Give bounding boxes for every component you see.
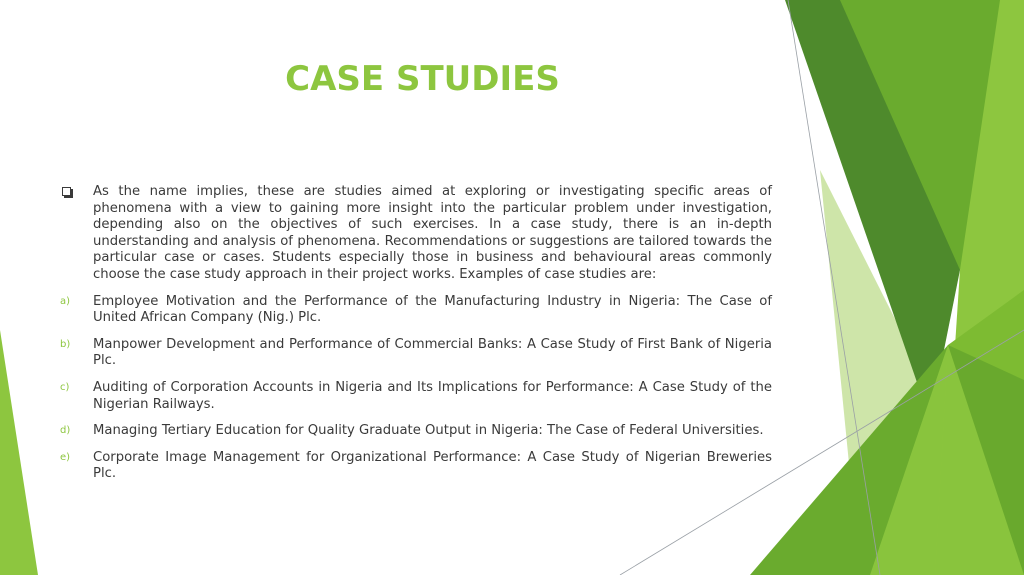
square-bullet-icon (62, 187, 71, 196)
list-item (60, 380, 772, 413)
list-marker: a) (60, 295, 71, 307)
list-marker: b) (60, 338, 71, 350)
list-item-text: Employee Motivation and the Performance of the Manufacturing Industry in Nigeria: The Case of United African Company (Nig.) Plc. (93, 293, 772, 326)
intro-text: As the name implies, these are studies aimed at exploring or investigating specific areas of phenomena with a view to gaining more insight into the particular problem under investigation, depending also on the objectives of such exercises. In a case study, there is an in-depth understanding and analysis of phenomena. Recommendations or suggestions are tailored towards the particular case or cases. Students especially those in business and behavioural areas commonly choose the case study approach in their project works. Examples of case studies are: (93, 184, 772, 282)
list-item-text: Corporate Image Management for Organizational Performance: A Case Study of Nigerian Breweries Plc. (93, 449, 772, 482)
list-item (60, 450, 772, 483)
list-item (60, 294, 772, 327)
list-item (60, 337, 772, 370)
slide-content (60, 184, 772, 493)
left-green-sliver (0, 330, 38, 575)
slide-title: CASE STUDIES (285, 59, 560, 99)
list-marker: d) (60, 425, 71, 437)
list-marker: c) (60, 381, 70, 393)
list-item-text: Auditing of Corporation Accounts in Nigeria and Its Implications for Performance: A Case Study of the Nigerian Railways. (93, 379, 772, 412)
list-item (60, 423, 772, 440)
list-marker: e) (60, 451, 71, 463)
list-item-text: Managing Tertiary Education for Quality Graduate Output in Nigeria: The Case of Federal Universities. (93, 423, 764, 439)
list-item-text: Manpower Development and Performance of Commercial Banks: A Case Study of First Bank of Nigeria Plc. (93, 336, 772, 369)
intro-paragraph (60, 184, 772, 284)
